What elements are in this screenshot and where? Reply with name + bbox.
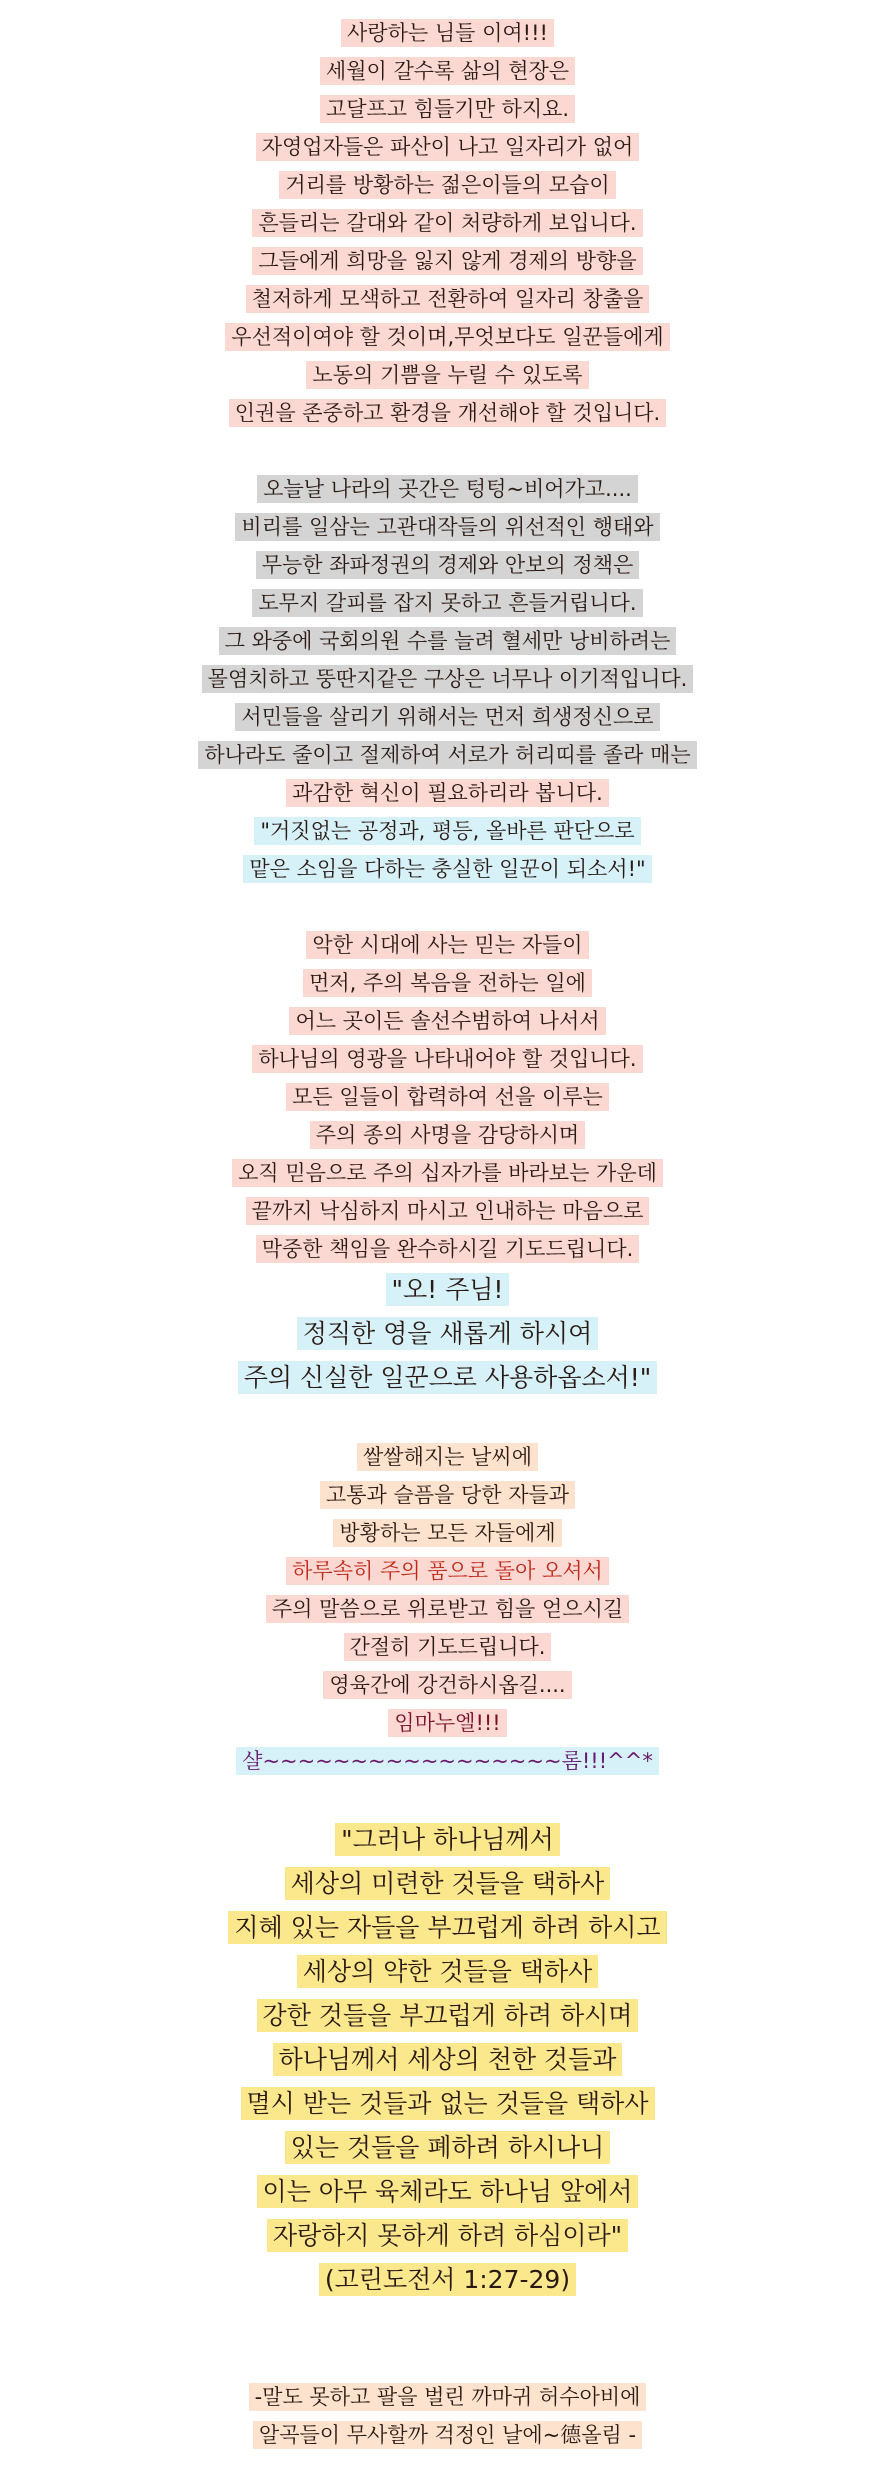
scripture-line: 하나님께서 세상의 천한 것들과 xyxy=(0,2038,895,2082)
text-line: 철저하게 모색하고 전환하여 일자리 창출을 xyxy=(0,280,895,318)
text-line: 오늘날 나라의 곳간은 텅텅~비어가고.... xyxy=(0,470,895,508)
scripture-line: 지혜 있는 자들을 부끄럽게 하려 하시고 xyxy=(0,1906,895,1950)
text-line: 우선적이여야 할 것이며,무엇보다도 일꾼들에게 xyxy=(0,318,895,356)
scripture-quote xyxy=(0,1818,895,2302)
text-line: 어느 곳이든 솔선수범하여 나서서 xyxy=(0,1002,895,1040)
text-line: 그 와중에 국회의원 수를 늘려 혈세만 낭비하려는 xyxy=(0,622,895,660)
text-line: 흔들리는 갈대와 같이 처량하게 보입니다. xyxy=(0,204,895,242)
text-line: 도무지 갈피를 잡지 못하고 흔들거립니다. xyxy=(0,584,895,622)
text-line: 영육간에 강건하시옵길.... xyxy=(0,1666,895,1704)
text-line: 악한 시대에 사는 믿는 자들이 xyxy=(0,926,895,964)
greeting-paragraph xyxy=(0,14,895,432)
text-line: 쌀쌀해지는 날씨에 xyxy=(0,1438,895,1476)
signature-line: -말도 못하고 팔을 벌린 까마귀 허수아비에 xyxy=(0,2378,895,2416)
text-line: 그들에게 희망을 잃지 않게 경제의 방향을 xyxy=(0,242,895,280)
scripture-reference: (고린도전서 1:27-29) xyxy=(0,2258,895,2302)
text-line: 거리를 방황하는 젊은이들의 모습이 xyxy=(0,166,895,204)
prayer-line: 주의 신실한 일꾼으로 사용하옵소서!" xyxy=(0,1356,895,1400)
scripture-line: 세상의 미련한 것들을 택하사 xyxy=(0,1862,895,1906)
text-line: 하나라도 줄이고 절제하여 서로가 허리띠를 졸라 매는 xyxy=(0,736,895,774)
text-line: 몰염치하고 뚱딴지같은 구상은 너무나 이기적입니다. xyxy=(0,660,895,698)
text-line: 자영업자들은 파산이 나고 일자리가 없어 xyxy=(0,128,895,166)
text-line: 사랑하는 님들 이여!!! xyxy=(0,14,895,52)
nation-paragraph xyxy=(0,470,895,888)
text-line: 모든 일들이 합력하여 선을 이루는 xyxy=(0,1078,895,1116)
text-line: 무능한 좌파정권의 경제와 안보의 정책은 xyxy=(0,546,895,584)
text-line: 세월이 갈수록 삶의 현장은 xyxy=(0,52,895,90)
text-line: 주의 말씀으로 위로받고 힘을 얻으시길 xyxy=(0,1590,895,1628)
text-line: 서민들을 살리기 위해서는 먼저 희생정신으로 xyxy=(0,698,895,736)
text-line: 먼저, 주의 복음을 전하는 일에 xyxy=(0,964,895,1002)
text-line: 비리를 일삼는 고관대작들의 위선적인 행태와 xyxy=(0,508,895,546)
scripture-line: 강한 것들을 부끄럽게 하려 하시며 xyxy=(0,1994,895,2038)
scripture-line: "그러나 하나님께서 xyxy=(0,1818,895,1862)
prayer-line: 정직한 영을 새롭게 하시여 xyxy=(0,1312,895,1356)
text-line: 하루속히 주의 품으로 돌아 오셔서 xyxy=(0,1552,895,1590)
scripture-line: 멸시 받는 것들과 없는 것들을 택하사 xyxy=(0,2082,895,2126)
signature xyxy=(0,2378,895,2454)
text-line: 막중한 책임을 완수하시길 기도드립니다. xyxy=(0,1230,895,1268)
blessing-paragraph xyxy=(0,1438,895,1780)
text-line: 주의 종의 사명을 감당하시며 xyxy=(0,1116,895,1154)
text-line: 간절히 기도드립니다. xyxy=(0,1628,895,1666)
scripture-line: 세상의 약한 것들을 택하사 xyxy=(0,1950,895,1994)
signature-line: 알곡들이 무사할까 걱정인 날에~德올림 - xyxy=(0,2416,895,2454)
believers-paragraph xyxy=(0,926,895,1400)
quote-line: "거짓없는 공정과, 평등, 올바른 판단으로 xyxy=(0,812,895,850)
text-line: 인권을 존중하고 환경을 개선해야 할 것입니다. xyxy=(0,394,895,432)
text-line: 고통과 슬픔을 당한 자들과 xyxy=(0,1476,895,1514)
text-line: 오직 믿음으로 주의 십자가를 바라보는 가운데 xyxy=(0,1154,895,1192)
scripture-line: 이는 아무 육체라도 하나님 앞에서 xyxy=(0,2170,895,2214)
text-line: 고달프고 힘들기만 하지요. xyxy=(0,90,895,128)
scripture-line: 있는 것들을 폐하려 하시나니 xyxy=(0,2126,895,2170)
text-line: 끝까지 낙심하지 마시고 인내하는 마음으로 xyxy=(0,1192,895,1230)
prayer-line: "오! 주님! xyxy=(0,1268,895,1312)
scripture-line: 자랑하지 못하게 하려 하심이라" xyxy=(0,2214,895,2258)
text-line: 임마누엘!!! xyxy=(0,1704,895,1742)
text-line: 샬~~~~~~~~~~~~~~~~~롬!!!^^* xyxy=(0,1742,895,1780)
document-body xyxy=(0,14,895,2454)
quote-line: 맡은 소임을 다하는 충실한 일꾼이 되소서!" xyxy=(0,850,895,888)
text-line: 하나님의 영광을 나타내어야 할 것입니다. xyxy=(0,1040,895,1078)
text-line: 노동의 기쁨을 누릴 수 있도록 xyxy=(0,356,895,394)
text-line: 방황하는 모든 자들에게 xyxy=(0,1514,895,1552)
text-line: 과감한 혁신이 필요하리라 봅니다. xyxy=(0,774,895,812)
